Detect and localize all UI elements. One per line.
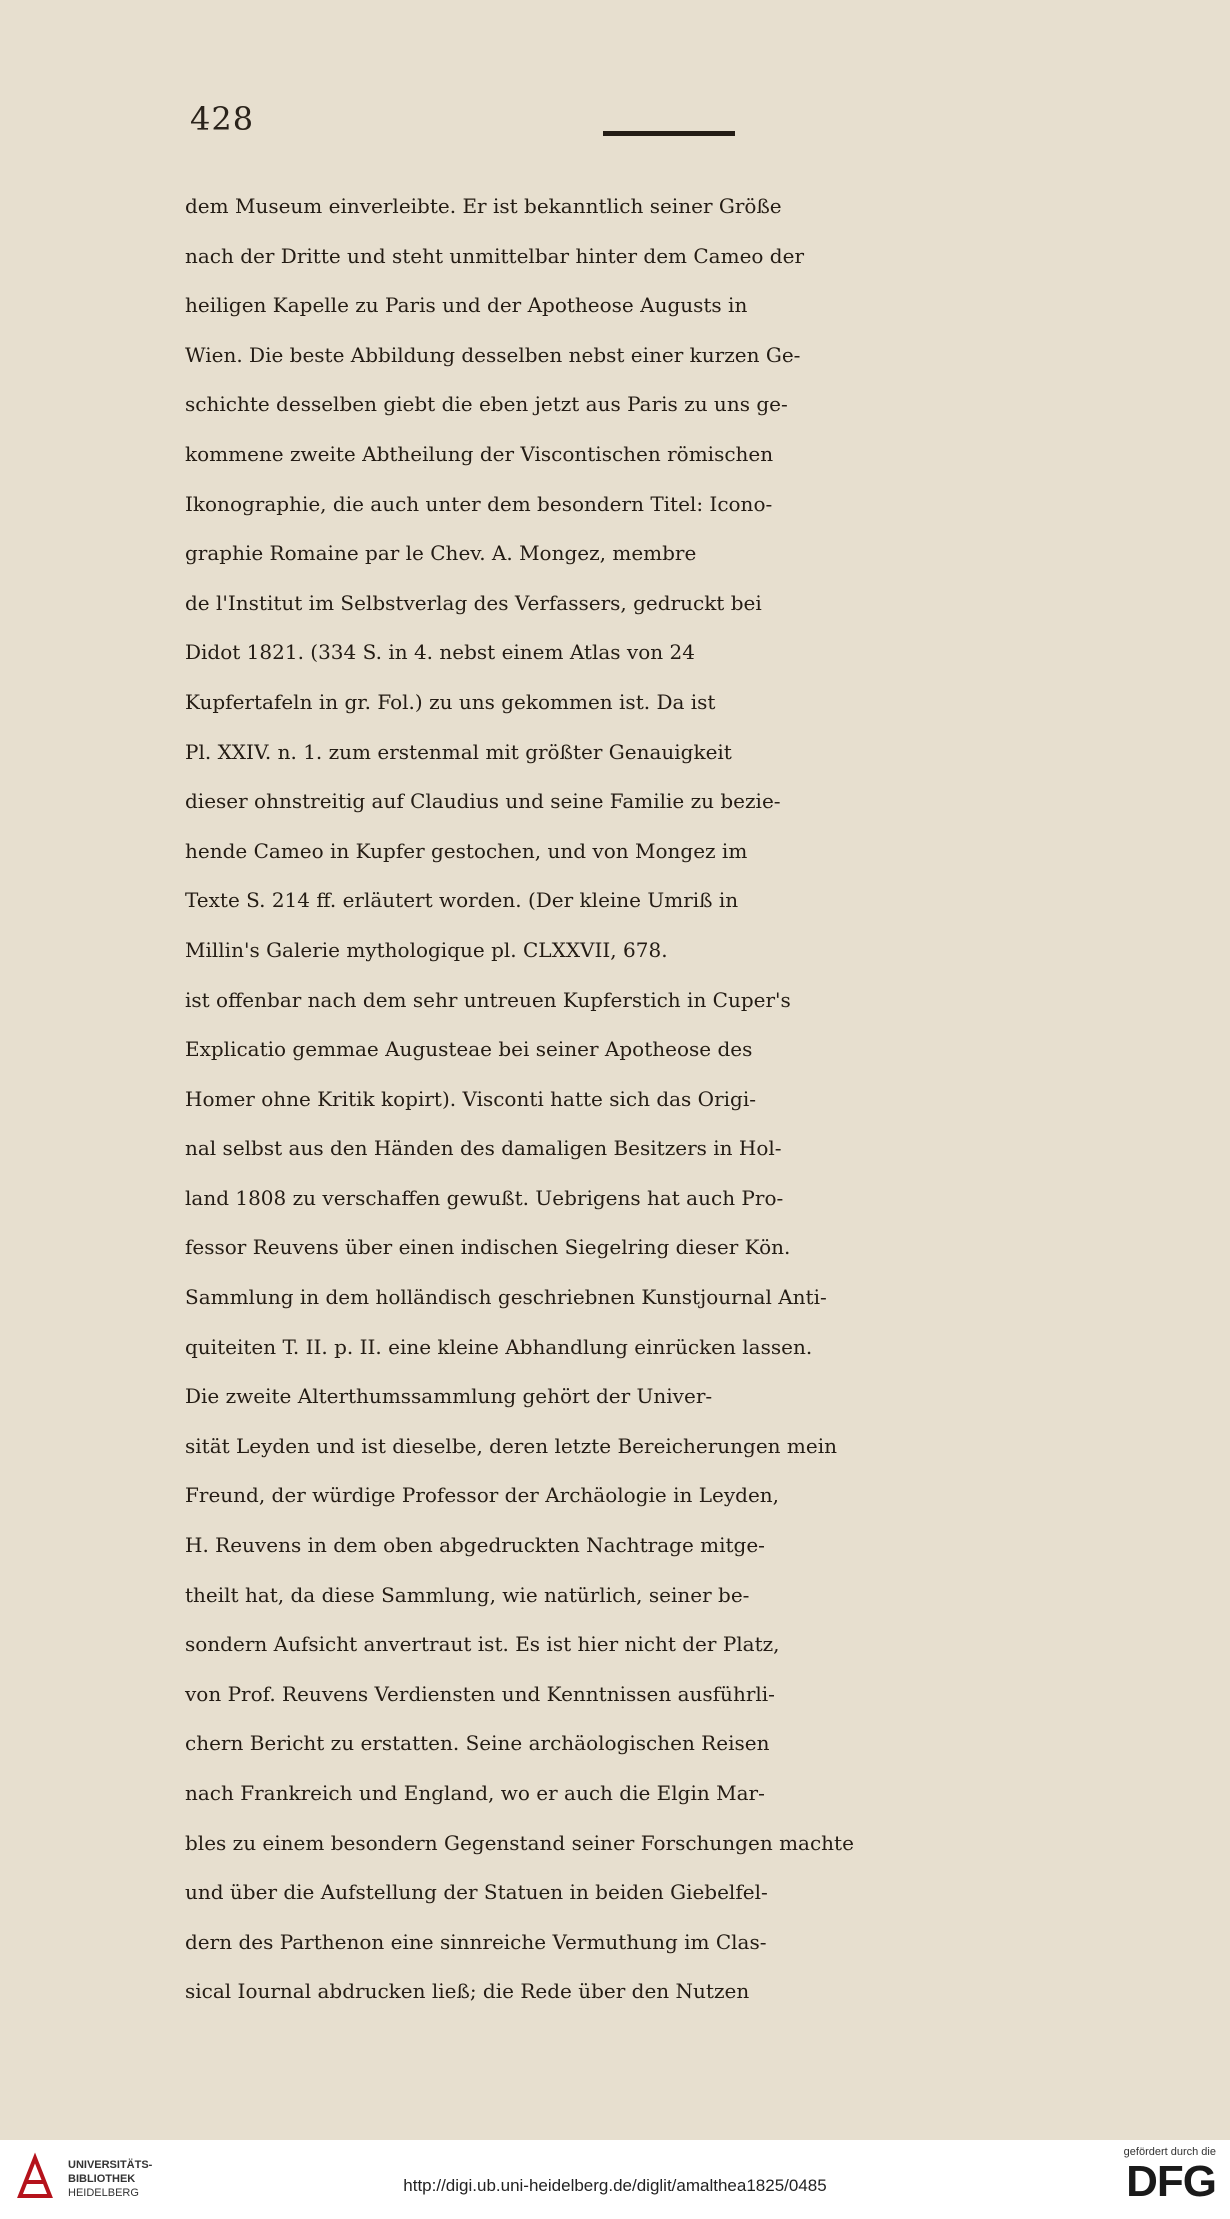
page-number: 428 xyxy=(190,100,255,138)
text-line: und über die Aufstellung der Statuen in beiden Giebelfel- xyxy=(185,1880,768,1905)
header-rule xyxy=(603,131,735,136)
text-line: Ikonographie, die auch unter dem besondern Titel: Icono- xyxy=(185,491,773,516)
text-line: sical Iournal abdrucken ließ; die Rede über den Nutzen xyxy=(185,1979,750,2004)
text-line: H. Reuvens in dem oben abgedruckten Nachtrage mitge- xyxy=(185,1533,765,1558)
text-line: nach der Dritte und steht unmittelbar hinter dem Cameo der xyxy=(185,243,805,268)
library-seal-icon xyxy=(10,2152,60,2202)
library-name-line: BIBLIOTHEK xyxy=(68,2173,136,2185)
text-line: Pl. XXIV. n. 1. zum erstenmal mit größter Genauigkeit xyxy=(185,739,732,764)
library-name-line: UNIVERSITÄTS- xyxy=(68,2159,153,2171)
text-line: nal selbst aus den Händen des damaligen Besitzers in Hol- xyxy=(185,1136,782,1161)
text-line: land 1808 zu verschaffen gewußt. Uebrigens hat auch Pro- xyxy=(185,1185,784,1210)
text-line: dern des Parthenon eine sinnreiche Vermuthung im Clas- xyxy=(185,1929,767,1954)
text-line: Homer ohne Kritik kopirt). Visconti hatte sich das Origi- xyxy=(185,1086,756,1111)
funder-logo[interactable] xyxy=(1086,2146,1216,2216)
text-line: kommene zweite Abtheilung der Viscontischen römischen xyxy=(185,441,774,466)
library-name-line: HEIDELBERG xyxy=(68,2187,139,2199)
text-line: bles zu einem besondern Gegenstand seiner Forschungen machte xyxy=(185,1830,854,1855)
library-name xyxy=(68,2158,152,2200)
library-logo[interactable] xyxy=(10,2152,250,2212)
funder-caption: gefördert durch die xyxy=(1123,2146,1216,2158)
dfg-logo: DFG xyxy=(1126,2157,1216,2206)
text-line: theilt hat, da diese Sammlung, wie natürlich, seiner be- xyxy=(185,1582,750,1607)
text-line: Millin's Galerie mythologique pl. CLXXVII, 678. xyxy=(185,937,668,962)
text-line: fessor Reuvens über einen indischen Siegelring dieser Kön. xyxy=(185,1235,791,1260)
text-line: sondern Aufsicht anvertraut ist. Es ist hier nicht der Platz, xyxy=(185,1632,780,1657)
text-line: Sammlung in dem holländisch geschriebnen Kunstjournal Anti- xyxy=(185,1285,827,1310)
permalink-url[interactable]: http://digi.ub.uni-heidelberg.de/diglit/amalthea1825/0485 xyxy=(403,2176,827,2195)
text-line: ist offenbar nach dem sehr untreuen Kupferstich in Cuper's xyxy=(185,987,791,1012)
text-line: dem Museum einverleibte. Er ist bekanntlich seiner Größe xyxy=(185,194,782,218)
text-line: chern Bericht zu erstatten. Seine archäologischen Reisen xyxy=(185,1731,770,1756)
text-line: Didot 1821. (334 S. in 4. nebst einem Atlas von 24 xyxy=(185,640,695,665)
text-line: hende Cameo in Kupfer gestochen, und von Mongez im xyxy=(185,838,748,863)
text-line: von Prof. Reuvens Verdiensten und Kenntnissen ausführli- xyxy=(185,1681,775,1706)
text-line: graphie Romaine par le Chev. A. Mongez, membre xyxy=(185,541,697,566)
text-line: Freund, der würdige Professor der Archäologie in Leyden, xyxy=(185,1483,780,1508)
text-line: dieser ohnstreitig auf Claudius und seine Familie zu bezie- xyxy=(185,789,781,814)
text-line: heiligen Kapelle zu Paris und der Apotheose Augusts in xyxy=(185,293,748,318)
text-line: Die zweite Alterthumssammlung gehört der Univer- xyxy=(185,1384,713,1409)
text-line: quiteiten T. II. p. II. eine kleine Abhandlung einrücken lassen. xyxy=(185,1334,813,1359)
text-line: Explicatio gemmae Augusteae bei seiner Apotheose des xyxy=(185,1037,753,1062)
text-line: Kupfertafeln in gr. Fol.) zu uns gekommen ist. Da ist xyxy=(185,689,716,714)
text-line: schichte desselben giebt die eben jetzt aus Paris zu uns ge- xyxy=(185,392,788,417)
viewer-footer xyxy=(0,2140,1230,2219)
text-line: nach Frankreich und England, wo er auch die Elgin Mar- xyxy=(185,1781,765,1805)
body-text xyxy=(185,182,1185,2017)
text-line: sität Leyden und ist dieselbe, deren letzte Bereicherungen mein xyxy=(185,1433,838,1458)
text-line: Wien. Die beste Abbildung desselben nebst einer kurzen Ge- xyxy=(185,342,801,367)
text-line: de l'Institut im Selbstverlag des Verfassers, gedruckt bei xyxy=(185,590,762,615)
page-header xyxy=(190,100,1050,150)
text-line: Texte S. 214 ff. erläutert worden. (Der kleine Umriß in xyxy=(185,888,739,913)
